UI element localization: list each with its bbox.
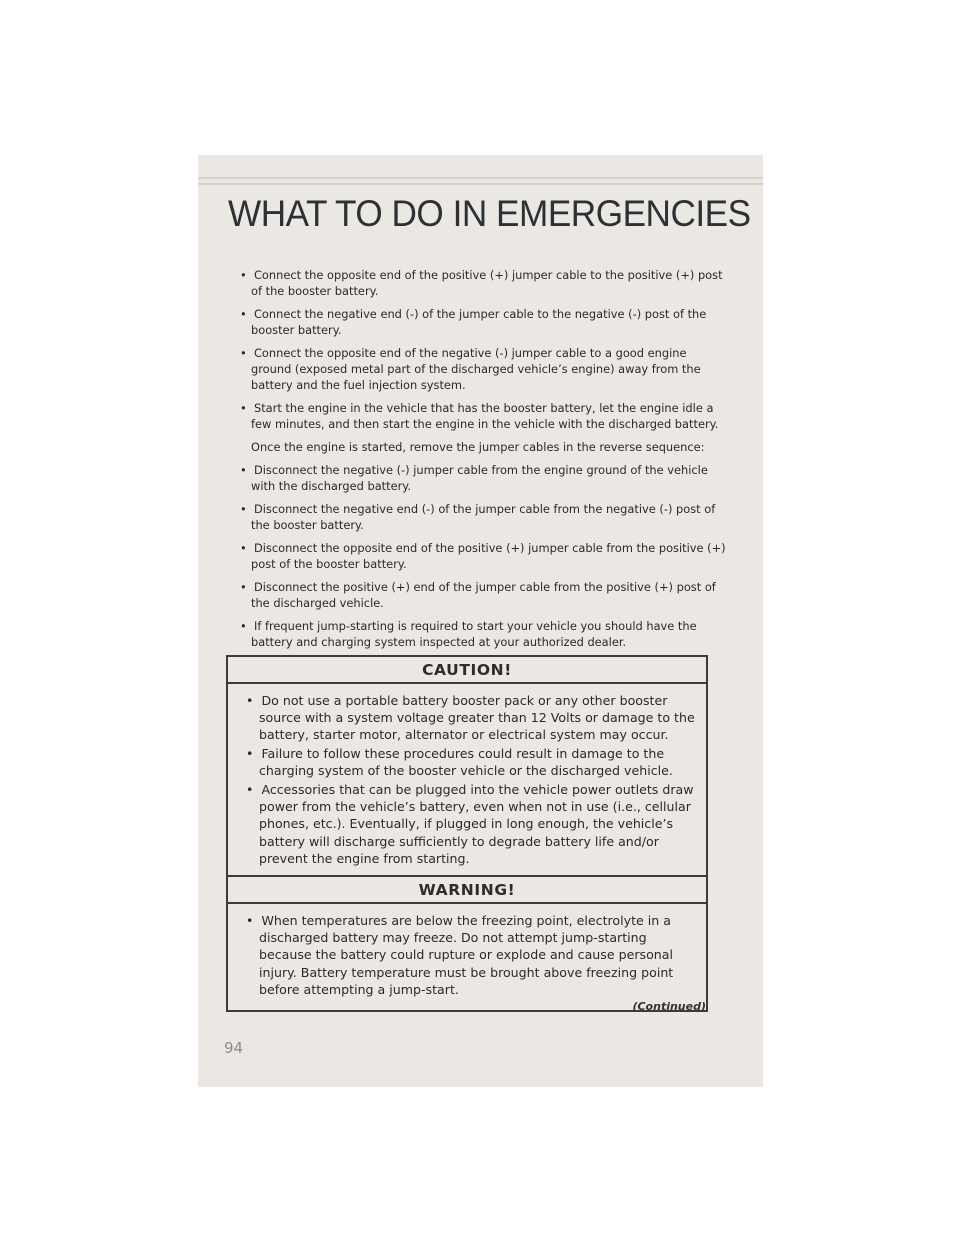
caution-item: • Do not use a portable battery booster pack or any other booster source with a system voltage greater than 12 Volts or damage to the battery, starter motor, alternator or electrical system may occur. (246, 692, 698, 744)
header-rule-bottom (198, 183, 763, 185)
list-item: • Disconnect the negative (-) jumper cable from the engine ground of the vehicle with the discharged battery. (240, 462, 730, 494)
caution-item: • Failure to follow these procedures could result in damage to the charging system of the booster vehicle or the discharged vehicle. (246, 745, 698, 780)
header-rule-top (198, 177, 763, 179)
list-item: • Connect the negative end (-) of the jumper cable to the negative (-) post of the booster battery. (240, 306, 730, 338)
list-item: • Disconnect the negative end (-) of the jumper cable from the negative (-) post of the booster battery. (240, 501, 730, 533)
list-item: • Disconnect the positive (+) end of the jumper cable from the positive (+) post of the discharged vehicle. (240, 579, 730, 611)
list-item: • Connect the opposite end of the negative (-) jumper cable to a good engine ground (exposed metal part of the discharged vehicle’s engine) away from the battery and the fuel injection system. (240, 345, 730, 393)
caution-heading: CAUTION! (422, 661, 512, 679)
manual-page (198, 155, 763, 1087)
page-number: 94 (224, 1039, 244, 1057)
continued-label: (Continued) (632, 1000, 706, 1013)
jump-start-steps (240, 267, 730, 657)
reverse-sequence-note: Once the engine is started, remove the jumper cables in the reverse sequence: (251, 440, 705, 454)
list-item: • Start the engine in the vehicle that has the booster battery, let the engine idle a few minutes, and then start the engine in the vehicle with the discharged battery. (240, 400, 730, 432)
caution-box (226, 655, 708, 881)
warning-item: • When temperatures are below the freezing point, electrolyte in a discharged battery may freeze. Do not attempt jump-starting because the battery could rupture or explode and cause personal injury. Battery temperature must be brought above freezing point before attempting a jump-start. (246, 912, 698, 999)
warning-heading: WARNING! (418, 881, 516, 899)
list-item: • Disconnect the opposite end of the positive (+) jumper cable from the positive (+) post of the booster battery. (240, 540, 730, 572)
list-item: • If frequent jump-starting is required to start your vehicle you should have the battery and charging system inspected at your authorized dealer. (240, 618, 730, 650)
caution-item: • Accessories that can be plugged into the vehicle power outlets draw power from the vehicle’s battery, even when not in use (i.e., cellular phones, etc.). Eventually, if plugged in long enough, the vehicle’s battery will discharge sufficiently to degrade battery life and/or prevent the engine from starting. (246, 781, 698, 868)
page-title: WHAT TO DO IN EMERGENCIES (228, 193, 751, 234)
caution-list (228, 684, 706, 879)
warning-box (226, 875, 708, 1012)
list-item: • Connect the opposite end of the positive (+) jumper cable to the positive (+) post of the booster battery. (240, 267, 730, 299)
warning-list (228, 904, 706, 1010)
